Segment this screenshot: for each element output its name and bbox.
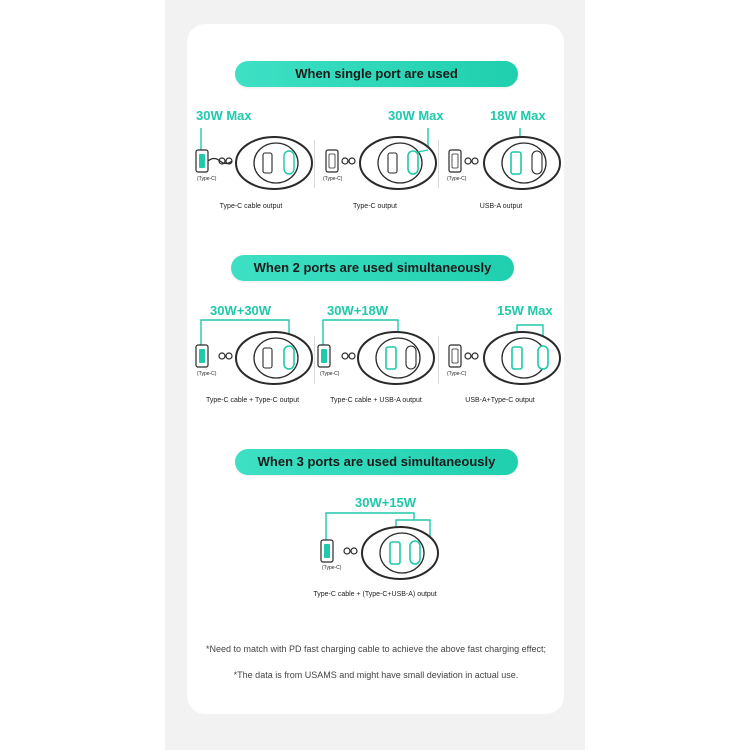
section-title-single-port: When single port are used — [235, 61, 518, 87]
cable-type-tag: (Type-C) — [322, 565, 342, 571]
cable-type-tag: (Type-C) — [447, 371, 467, 377]
diagram-caption: Type-C cable + (Type-C+USB-A) output — [313, 591, 437, 598]
footnote: *Need to match with PD fast charging cable to achieve the above fast charging effect; — [205, 644, 547, 654]
watt-label: 30W+30W — [210, 303, 272, 318]
diagram-caption: USB-A output — [479, 203, 523, 210]
watt-label: 30W+18W — [327, 303, 389, 318]
diagram-caption: Type-C cable + USB-A output — [330, 397, 422, 404]
diagram-caption: Type-C cable output — [219, 203, 283, 210]
section-title-three-ports: When 3 ports are used simultaneously — [235, 449, 518, 475]
cable-type-tag: (Type-C) — [197, 176, 217, 182]
watt-label: 15W Max — [497, 303, 553, 318]
watt-label: 30W Max — [196, 108, 252, 123]
cable-type-tag: (Type-C) — [447, 176, 467, 182]
cable-type-tag: (Type-C) — [323, 176, 343, 182]
diagram-caption: USB-A+Type-C output — [465, 397, 535, 404]
diagram-caption: Type-C output — [353, 203, 397, 210]
cable-type-tag: (Type-C) — [197, 371, 217, 377]
watt-label: 30W Max — [388, 108, 444, 123]
section-title-two-ports: When 2 ports are used simultaneously — [231, 255, 514, 281]
watt-label: 18W Max — [490, 108, 546, 123]
watt-label: 30W+15W — [355, 495, 417, 510]
diagram-caption: Type-C cable + Type-C output — [205, 397, 300, 404]
cable-type-tag: (Type-C) — [320, 371, 340, 377]
footnote: *The data is from USAMS and might have small deviation in actual use. — [233, 670, 519, 680]
